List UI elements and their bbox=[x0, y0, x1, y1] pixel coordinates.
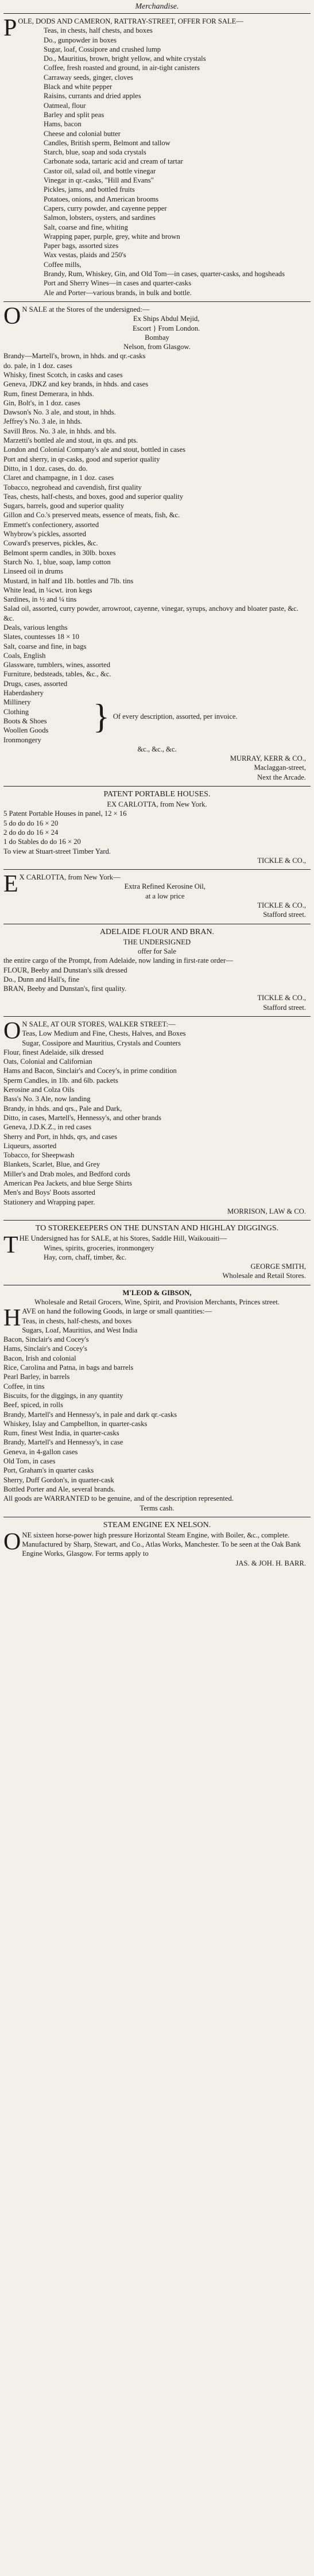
ad-line: ONE sixteen horse-power high pressure Horizontal Steam Engine, with Boiler, &c., complete. Manufactured by Sharp, Stewart, and Co., Atlas Works, Manchester. To be seen at the Oak Bank Engine Works, Glasgow. For terms apply to bbox=[3, 1528, 301, 1558]
ad-line: Sugar, Cossipore and Mauritius, Crystals and Counters bbox=[22, 1039, 181, 1047]
ad-title: STEAM ENGINE EX NELSON. bbox=[103, 1520, 211, 1529]
ad-title: TO STOREKEEPERS ON THE DUNSTAN AND HIGHLAY DIGGINGS. bbox=[35, 1224, 279, 1233]
ad-line: 5 Patent Portable Houses in panel, 12 × 16 bbox=[3, 809, 127, 818]
ad-line: Savill Bros. No. 3 ale, in hhds. and bls. bbox=[3, 427, 117, 435]
ad-line: 2 do do do 16 × 24 bbox=[3, 828, 59, 836]
ad-line: Oatmeal, flour bbox=[44, 101, 86, 110]
ad-line: &c., &c., &c. bbox=[137, 745, 177, 753]
ad-line: Paper bags, assorted sizes bbox=[44, 242, 119, 250]
ad-line: Furniture, bedsteads, tables, &c., &c. bbox=[3, 670, 111, 679]
ad-line: Belmont sperm candles, in 30lb. boxes bbox=[3, 548, 116, 557]
ad-line: Rum, finest Demerara, in hhds. bbox=[3, 389, 94, 398]
ad-line: Whiskey, Islay and Campbellton, in quarter-casks bbox=[3, 1419, 148, 1428]
ad-line: Wholesale and Retail Stores. bbox=[222, 1272, 306, 1280]
ad-line: Beef, spiced, in rolls bbox=[3, 1401, 63, 1409]
brace-icon: } bbox=[93, 697, 110, 735]
ad-signature: TICKLE & CO., bbox=[257, 856, 306, 865]
ad-line: Barley and split peas bbox=[44, 110, 104, 119]
ad-line: Sugar, loaf, Cossipore and crushed lump bbox=[44, 45, 161, 53]
ad-title: M'LEOD & GIBSON, bbox=[122, 1288, 192, 1297]
ad-line: Dawson's No. 3 ale, and stout, in hhds. bbox=[3, 408, 116, 417]
ad-line: Flour, finest Adelaide, silk dressed bbox=[3, 1048, 104, 1056]
ad-line: THE UNDERSIGNED bbox=[123, 938, 191, 946]
ad-line: Port and Sherry Wines—in cases and quarter-casks bbox=[44, 279, 192, 288]
ad-line: Carraway seeds, ginger, cloves bbox=[44, 73, 133, 82]
ad-line: Haberdashery bbox=[3, 689, 44, 698]
ad-line: Bottled Porter and Ale, several brands. bbox=[3, 1485, 115, 1493]
ad-line: Slates, countesses 18 × 10 bbox=[3, 633, 79, 641]
ad-line: Terms cash. bbox=[139, 1504, 175, 1512]
ad-line: Do., Dunn and Hall's, fine bbox=[3, 975, 80, 983]
ad-line: Drugs, cases, assorted bbox=[3, 679, 68, 688]
ad-line: Next the Arcade. bbox=[257, 773, 306, 781]
ad-line: Boots & Shoes bbox=[3, 716, 47, 725]
ad-line: Geneva, in 4-gallon cases bbox=[3, 1447, 78, 1456]
ad-line: Sperm Candles, in 1lb. and 6lb. packets bbox=[3, 1076, 118, 1084]
ad-line: Mustard, in half and 1lb. bottles and 7lb. tins bbox=[3, 576, 134, 585]
ad-line: Teas, in chests, half-chests, and boxes bbox=[22, 1316, 132, 1325]
ad-line: Tobacco, for Sheepwash bbox=[3, 1151, 75, 1160]
ad-line: Old Tom, in cases bbox=[3, 1457, 56, 1466]
ad-line: Men's and Boys' Boots assorted bbox=[3, 1188, 95, 1197]
divider bbox=[3, 1220, 311, 1221]
advert-portable-houses bbox=[3, 788, 311, 868]
ad-line: Bacon, Sinclair's and Cocey's bbox=[3, 1335, 89, 1344]
ad-line: FLOUR, Beeby and Dunstan's silk dressed bbox=[3, 966, 127, 974]
ad-line: ON SALE at the Stores of the undersigned:— bbox=[3, 303, 150, 330]
ad-line: Stationery and Wrapping paper. bbox=[3, 1198, 95, 1206]
ad-line: Extra Refined Kerosine Oil, bbox=[124, 882, 206, 891]
ad-line: Wines, spirits, groceries, ironmongery bbox=[44, 1244, 154, 1252]
ad-line: Bass's No. 3 Ale, now landing bbox=[3, 1095, 91, 1103]
ad-line: Salmon, lobsters, oysters, and sardines bbox=[44, 214, 156, 222]
ad-line: Coffee mills, bbox=[44, 260, 82, 269]
ad-line: Ale and Porter—various brands, in bulk and bottle. bbox=[44, 288, 192, 297]
ad-line: Woollen Goods bbox=[3, 726, 49, 735]
ad-signature: TICKLE & CO., bbox=[257, 994, 306, 1002]
ad-line: Hay, corn, chaff, timber, &c. bbox=[44, 1253, 127, 1261]
ad-line: Salad oil, assorted, curry powder, arrowroot, cayenne, vinegar, syrups, anchovy and bloater paste, &c. &c. bbox=[3, 605, 299, 622]
ad-line: Vinegar in qr.-casks, "Hill and Evans" bbox=[44, 176, 154, 185]
ad-line: Gin, Bolt's, in 1 doz. cases bbox=[3, 398, 80, 407]
ad-line: Biscuits, for the diggings, in any quantity bbox=[3, 1391, 123, 1400]
ad-line: Whybrow's pickles, assorted bbox=[3, 530, 86, 539]
ad-line: Hams, bacon bbox=[44, 120, 82, 129]
ad-line: Carbonate soda, tartaric acid and cream of tartar bbox=[44, 157, 183, 166]
ad-title: ADELAIDE FLOUR AND BRAN. bbox=[99, 927, 215, 936]
advert-morrison-law bbox=[3, 1018, 311, 1219]
ad-line: Hams, Sinclair's and Cocey's bbox=[3, 1345, 87, 1353]
ad-line: Miller's and Drab moles, and Bedford cords bbox=[3, 1169, 130, 1178]
ad-line: Tobacco, negrohead and cavendish, first quality bbox=[3, 483, 142, 491]
brace-group bbox=[3, 688, 311, 745]
ad-line: Coward's preserves, pickles, &c. bbox=[3, 539, 98, 548]
ad-line: Gillon and Co.'s preserved meats, essence of meats, fish, &c. bbox=[3, 511, 180, 520]
divider bbox=[3, 1016, 311, 1017]
ad-line: Stafford street. bbox=[263, 911, 306, 919]
ad-line: Marzetti's bottled ale and stout, in qts. and pts. bbox=[3, 436, 138, 445]
ad-line: HAVE on hand the following Goods, in large or small quantities:— bbox=[3, 1305, 212, 1332]
ad-line: Capers, curry powder, and cayenne pepper bbox=[44, 204, 167, 212]
ad-line: Whisky, finest Scotch, in casks and cases bbox=[3, 370, 123, 379]
ad-line: Sardines, in ½ and ¼ tins bbox=[3, 595, 77, 604]
ad-line: Salt, coarse and fine, whiting bbox=[44, 223, 128, 231]
ad-title: PATENT PORTABLE HOUSES. bbox=[103, 790, 211, 799]
ad-line: Bacon, Irish and colonial bbox=[3, 1354, 76, 1362]
ad-line: Maclaggan-street, bbox=[254, 764, 306, 772]
ad-line: Brandy, Martell's and Hennessy's, in pale and dark qr.-casks bbox=[3, 1410, 177, 1419]
ad-line: Oats, Colonial and Californian bbox=[3, 1057, 92, 1066]
ad-signature: TICKLE & CO., bbox=[257, 901, 306, 910]
advert-steam-engine bbox=[3, 1519, 311, 1571]
ad-line: Raisins, currants and dried apples bbox=[44, 92, 141, 100]
ad-line: Rice, Carolina and Patna, in bags and barrels bbox=[3, 1363, 134, 1372]
ad-line: EX CARLOTTA, from New York. bbox=[107, 800, 207, 809]
ad-line: Teas, in chests, half chests, and boxes bbox=[44, 26, 153, 35]
ad-line: at a low price bbox=[145, 892, 185, 900]
ad-line: Coals, English bbox=[3, 651, 46, 660]
ad-signature: MURRAY, KERR & CO., bbox=[230, 754, 306, 763]
ad-line: London and Colonial Company's ale and stout, bottled in cases bbox=[3, 446, 186, 454]
ad-line: Rum, finest West India, in quarter-casks bbox=[3, 1429, 119, 1438]
ad-line: Salt, coarse and fine, in bags bbox=[3, 642, 87, 650]
ad-line: Escort } From London. bbox=[133, 324, 200, 332]
divider bbox=[3, 301, 311, 302]
ad-line: Millinery bbox=[3, 698, 31, 707]
divider bbox=[3, 13, 311, 14]
ad-signature: JAS. & JOH. H. BARR. bbox=[235, 1559, 306, 1567]
ad-line: American Pea Jackets, and blue Serge Shirts bbox=[3, 1179, 132, 1188]
ad-line: THE Undersigned has for SALE, at his Stores, Saddle Hill, Waikouaiti— bbox=[3, 1232, 227, 1259]
brace-note: Of every description, assorted, per invoice. bbox=[113, 712, 238, 720]
ad-line: Bombay bbox=[145, 333, 169, 342]
ad-line: Hams and Bacon, Sinclair's and Cocey's, in prime condition bbox=[3, 1067, 177, 1075]
ad-line: Black and white pepper bbox=[44, 83, 113, 91]
ad-signature: MORRISON, LAW & CO. bbox=[227, 1207, 306, 1215]
ad-line: the entire cargo of the Prompt, from Adelaide, now landing in first-rate order— bbox=[3, 956, 233, 965]
ad-line: Coffee, fresh roasted and ground, in air-tight canisters bbox=[44, 64, 200, 72]
ad-line: EX CARLOTTA, from New York— bbox=[3, 871, 121, 898]
ad-line: Potatoes, onions, and American brooms bbox=[44, 195, 159, 203]
ad-line: Brandy, Rum, Whiskey, Gin, and Old Tom—in cases, quarter-casks, and hogsheads bbox=[44, 270, 285, 278]
advert-george-smith bbox=[3, 1222, 311, 1283]
advert-murray-kerr bbox=[3, 303, 311, 785]
ad-line: Ditto, in cases, Martell's, Hennessy's, and other brands bbox=[3, 1113, 161, 1122]
ad-line: Wax vestas, plaids and 250's bbox=[44, 251, 126, 259]
ad-line: Glassware, tumblers, wines, assorted bbox=[3, 661, 111, 669]
ad-line: Brandy, in hhds. and qrs., Pale and Dark, bbox=[3, 1104, 122, 1113]
ad-line: Ironmongery bbox=[3, 735, 41, 744]
advert-pole-dods bbox=[3, 15, 311, 300]
ad-line: Sherry and Port, in hhds, qrs, and cases bbox=[3, 1132, 117, 1141]
ad-line: Do., gunpowder in boxes bbox=[44, 36, 117, 44]
ad-line: do. pale, in 1 doz. cases bbox=[3, 361, 72, 370]
ad-line: Stafford street. bbox=[263, 1003, 306, 1012]
divider bbox=[3, 869, 311, 870]
ad-line: Wrapping paper, purple, grey, white and brown bbox=[44, 232, 180, 241]
ad-line: Pearl Barley, in barrels bbox=[3, 1373, 70, 1381]
ad-line: Brandy, Martell's and Hennessy's, in case bbox=[3, 1438, 123, 1447]
ad-line: Sugars, barrels, good and superior quality bbox=[3, 502, 125, 510]
divider bbox=[3, 786, 311, 787]
ad-line: Do., Mauritius, brown, bright yellow, and white crystals bbox=[44, 55, 206, 63]
ad-line: Wholesale and Retail Grocers, Wine, Spirit, and Provision Merchants, Princes street. bbox=[34, 1298, 280, 1306]
ad-line: Brandy—Martell's, brown, in hhds. and qr.-casks bbox=[3, 352, 146, 361]
ad-line: Starch No. 1, blue, soap, lamp cotton bbox=[3, 557, 111, 566]
ad-line: Linseed oil in drums bbox=[3, 567, 63, 576]
ad-line: Sherry, Duff Gordon's, in quarter-cask bbox=[3, 1475, 114, 1484]
ad-line: BRAN, Beeby and Dunstan's, first quality. bbox=[3, 985, 127, 993]
ad-line: Port and sherry, in qr-casks, good and superior quality bbox=[3, 455, 160, 463]
ad-line: Starch, blue, soap and soda crystals bbox=[44, 148, 146, 157]
ad-line: Port, Graham's in quarter casks bbox=[3, 1466, 94, 1475]
ad-line: Nelson, from Glasgow. bbox=[123, 343, 191, 351]
ad-line: Candles, British sperm, Belmont and tallow bbox=[44, 138, 170, 147]
ad-line: Teas, Low Medium and Fine, Chests, Halves, and Boxes bbox=[22, 1029, 186, 1038]
newspaper-page bbox=[3, 0, 311, 1571]
ad-line: Geneva, J.D.K.Z., in red cases bbox=[3, 1123, 92, 1132]
advert-mleod-gibson bbox=[3, 1287, 311, 1516]
ad-line: Jeffrey's No. 3 ale, in hhds. bbox=[3, 417, 83, 426]
ad-line: Ditto, in 1 doz. cases, do. do. bbox=[3, 464, 88, 472]
ad-line: Emmett's confectionery, assorted bbox=[3, 520, 99, 529]
ad-line: Clothing bbox=[3, 707, 29, 716]
ad-line: White lead, in ¼cwt. iron kegs bbox=[3, 586, 92, 594]
ad-line: Pickles, jams, and bottled fruits bbox=[44, 185, 135, 194]
ad-line: offer for Sale bbox=[138, 947, 176, 955]
ad-line: Cheese and colonial butter bbox=[44, 129, 121, 138]
ad-line: 1 do Stables do do 16 × 20 bbox=[3, 838, 81, 846]
ad-line: POLE, DODS AND CAMERON, RATTRAY-STREET, OFFER FOR SALE— bbox=[3, 15, 243, 41]
section-heading: Merchandise. bbox=[135, 2, 179, 11]
ad-line: Kerosine and Colza Oils bbox=[3, 1086, 75, 1094]
ad-line: Sugars, Loaf, Mauritius, and West India bbox=[22, 1326, 138, 1334]
ad-line: ON SALE, AT OUR STORES, WALKER STREET:— bbox=[3, 1017, 176, 1044]
ad-line: Deals, various lengths bbox=[3, 623, 68, 632]
ad-line: All goods are WARRANTED to be genuine, and of the description represented. bbox=[3, 1494, 234, 1503]
advert-adelaide-flour bbox=[3, 925, 311, 1015]
ad-line: Liqueurs, assorted bbox=[3, 1141, 57, 1150]
ad-line: To view at Stuart-street Timber Yard. bbox=[3, 847, 111, 855]
advert-kerosine bbox=[3, 871, 311, 922]
ad-line: 5 do do do 16 × 20 bbox=[3, 819, 59, 827]
ad-line: Geneva, JDKZ and key brands, in hhds. and cases bbox=[3, 380, 149, 389]
ad-line: Claret and champagne, in 1 doz. cases bbox=[3, 474, 114, 482]
ad-line: Coffee, in tins bbox=[3, 1382, 45, 1390]
ad-line: Teas, chests, half-chests, and boxes, good and superior quality bbox=[3, 492, 184, 501]
ad-line: Castor oil, salad oil, and bottle vinegar bbox=[44, 166, 156, 175]
ad-line: Ex Ships Abdul Mejid, bbox=[133, 315, 200, 323]
ad-signature: GEORGE SMITH, bbox=[250, 1262, 306, 1271]
ad-line: Blankets, Scarlet, Blue, and Grey bbox=[3, 1160, 100, 1169]
